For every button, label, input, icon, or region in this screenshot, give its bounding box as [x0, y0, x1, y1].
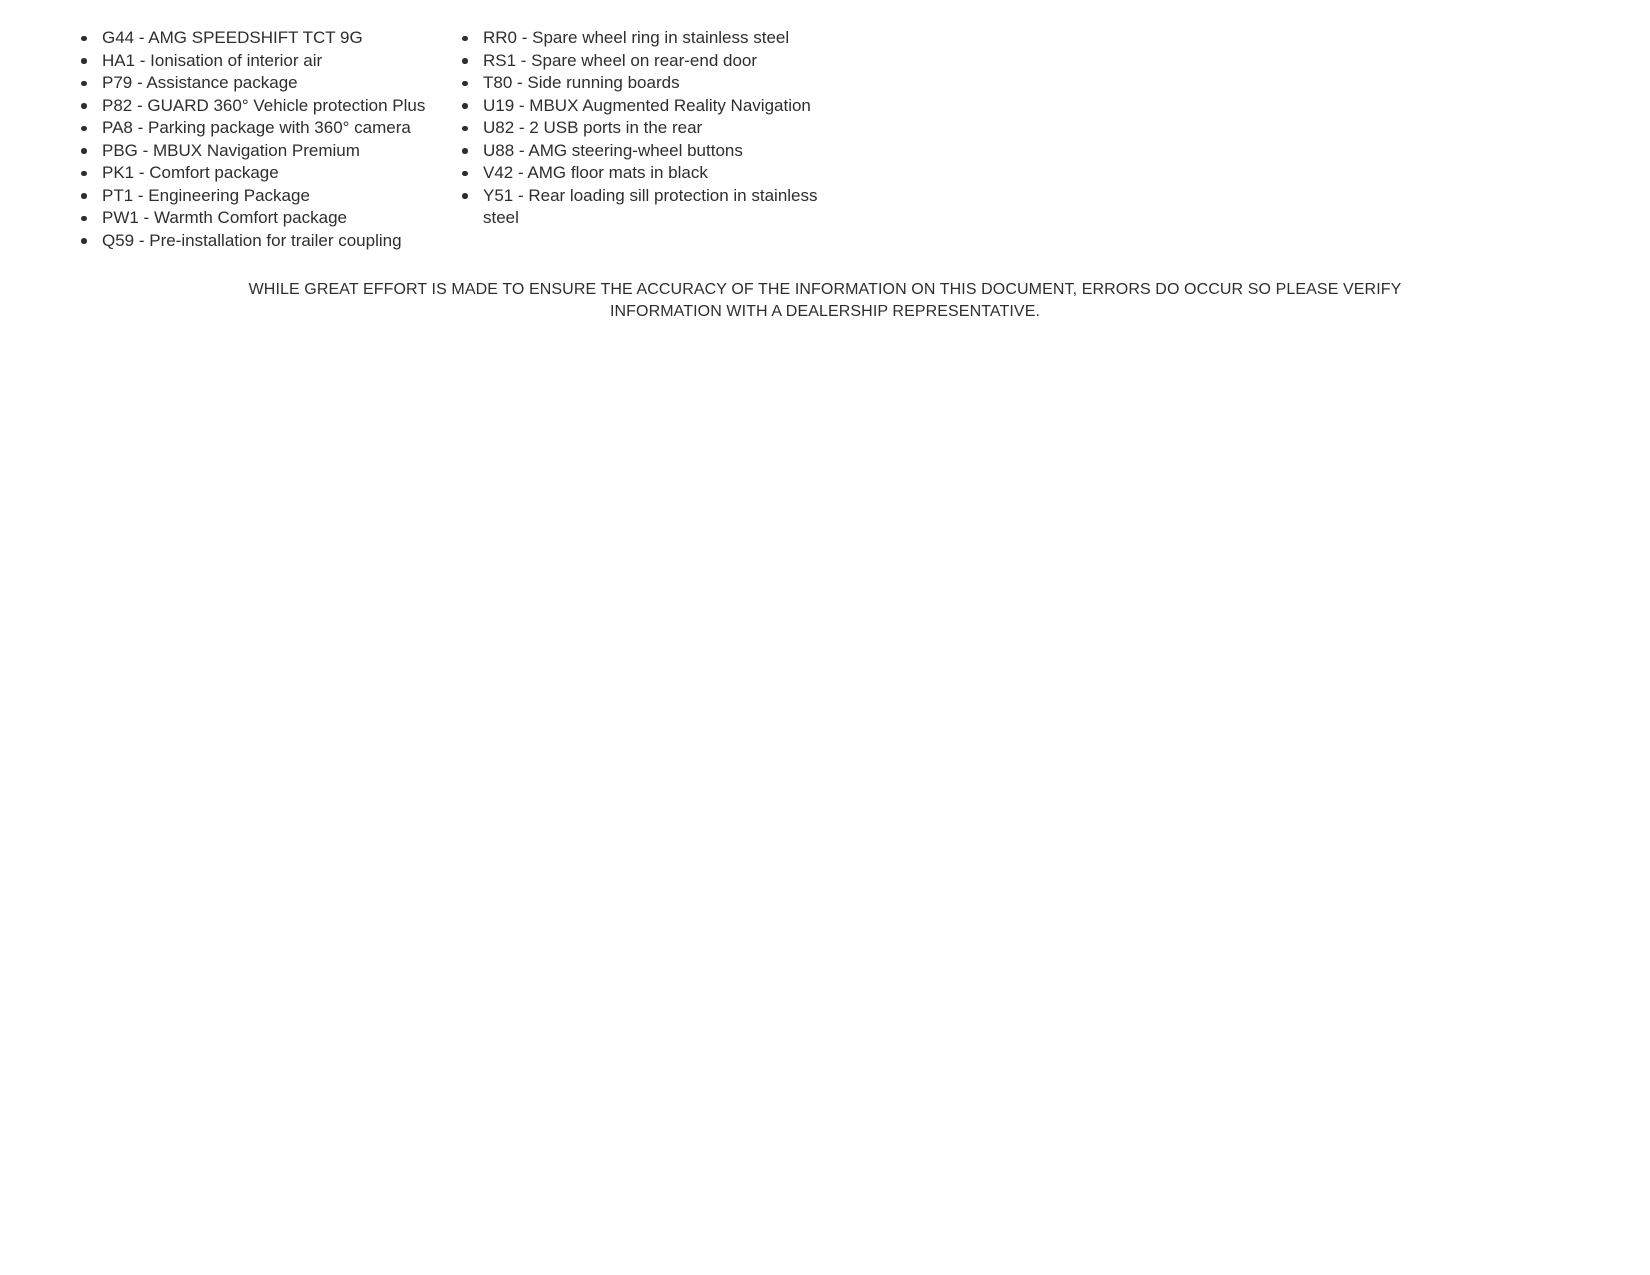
option-item-label: U19 - MBUX Augmented Reality Navigation — [483, 95, 811, 115]
vehicle-options-section — [79, 27, 836, 252]
bullet-icon — [462, 103, 468, 109]
bullet-icon — [81, 36, 87, 42]
option-item — [460, 50, 836, 73]
option-item-label: T80 - Side running boards — [483, 73, 680, 92]
bullet-icon — [462, 58, 468, 64]
option-item — [79, 185, 460, 208]
option-item — [79, 72, 460, 95]
option-item-label: Q59 - Pre-installation for trailer coupling — [102, 230, 402, 250]
option-item-label: PK1 - Comfort package — [102, 163, 279, 182]
option-item-label: RS1 - Spare wheel on rear-end door — [483, 50, 758, 70]
option-item — [460, 185, 836, 230]
option-item — [460, 72, 836, 95]
option-item-label: PW1 - Warmth Comfort package — [102, 208, 347, 227]
option-item-label: RR0 - Spare wheel ring in stainless steel — [483, 28, 790, 47]
option-item-label: PA8 - Parking package with 360° camera — [102, 118, 411, 137]
option-item-label: V42 - AMG floor mats in black — [483, 163, 708, 182]
option-item — [460, 95, 836, 118]
bullet-icon — [81, 238, 87, 244]
option-item-label: P82 - GUARD 360° Vehicle protection Plus — [102, 95, 426, 115]
option-item — [79, 230, 460, 253]
option-item — [79, 27, 460, 50]
option-item — [460, 117, 836, 140]
bullet-icon — [462, 36, 468, 42]
option-item — [460, 140, 836, 163]
option-item — [79, 95, 460, 118]
bullet-icon — [462, 126, 468, 132]
options-list-right — [460, 27, 836, 230]
option-item — [79, 50, 460, 73]
option-item — [79, 207, 460, 230]
option-item-label: PBG - MBUX Navigation Premium — [102, 140, 360, 160]
option-item-label: PT1 - Engineering Package — [102, 185, 310, 205]
option-item-label: Y51 - Rear loading sill protection in stainless steel — [483, 185, 818, 227]
bullet-icon — [81, 103, 87, 109]
bullet-icon — [81, 126, 87, 132]
bullet-icon — [462, 81, 468, 87]
option-item-label: U88 - AMG steering-wheel buttons — [483, 140, 743, 160]
bullet-icon — [81, 216, 87, 222]
option-item — [79, 117, 460, 140]
option-item-label: U82 - 2 USB ports in the rear — [483, 118, 703, 137]
bullet-icon — [462, 171, 468, 177]
option-item-label: HA1 - Ionisation of interior air — [102, 50, 323, 70]
bullet-icon — [81, 58, 87, 64]
option-item — [460, 27, 836, 50]
bullet-icon — [81, 81, 87, 87]
options-list-left — [79, 27, 460, 252]
bullet-icon — [81, 193, 87, 199]
bullet-icon — [462, 193, 468, 199]
option-item-label: G44 - AMG SPEEDSHIFT TCT 9G — [102, 28, 363, 47]
option-item — [79, 162, 460, 185]
bullet-icon — [81, 171, 87, 177]
option-item-label: P79 - Assistance package — [102, 73, 298, 92]
bullet-icon — [462, 148, 468, 154]
option-item — [79, 140, 460, 163]
bullet-icon — [81, 148, 87, 154]
option-item — [460, 162, 836, 185]
disclaimer-text: WHILE GREAT EFFORT IS MADE TO ENSURE THE ACCURACY OF THE INFORMATION ON THIS DOCUMENT, ERRORS DO OCCUR SO PLEASE VERIFY INFORMATION WITH A DEALERSHIP REPRESENTATIVE. — [248, 281, 1402, 320]
